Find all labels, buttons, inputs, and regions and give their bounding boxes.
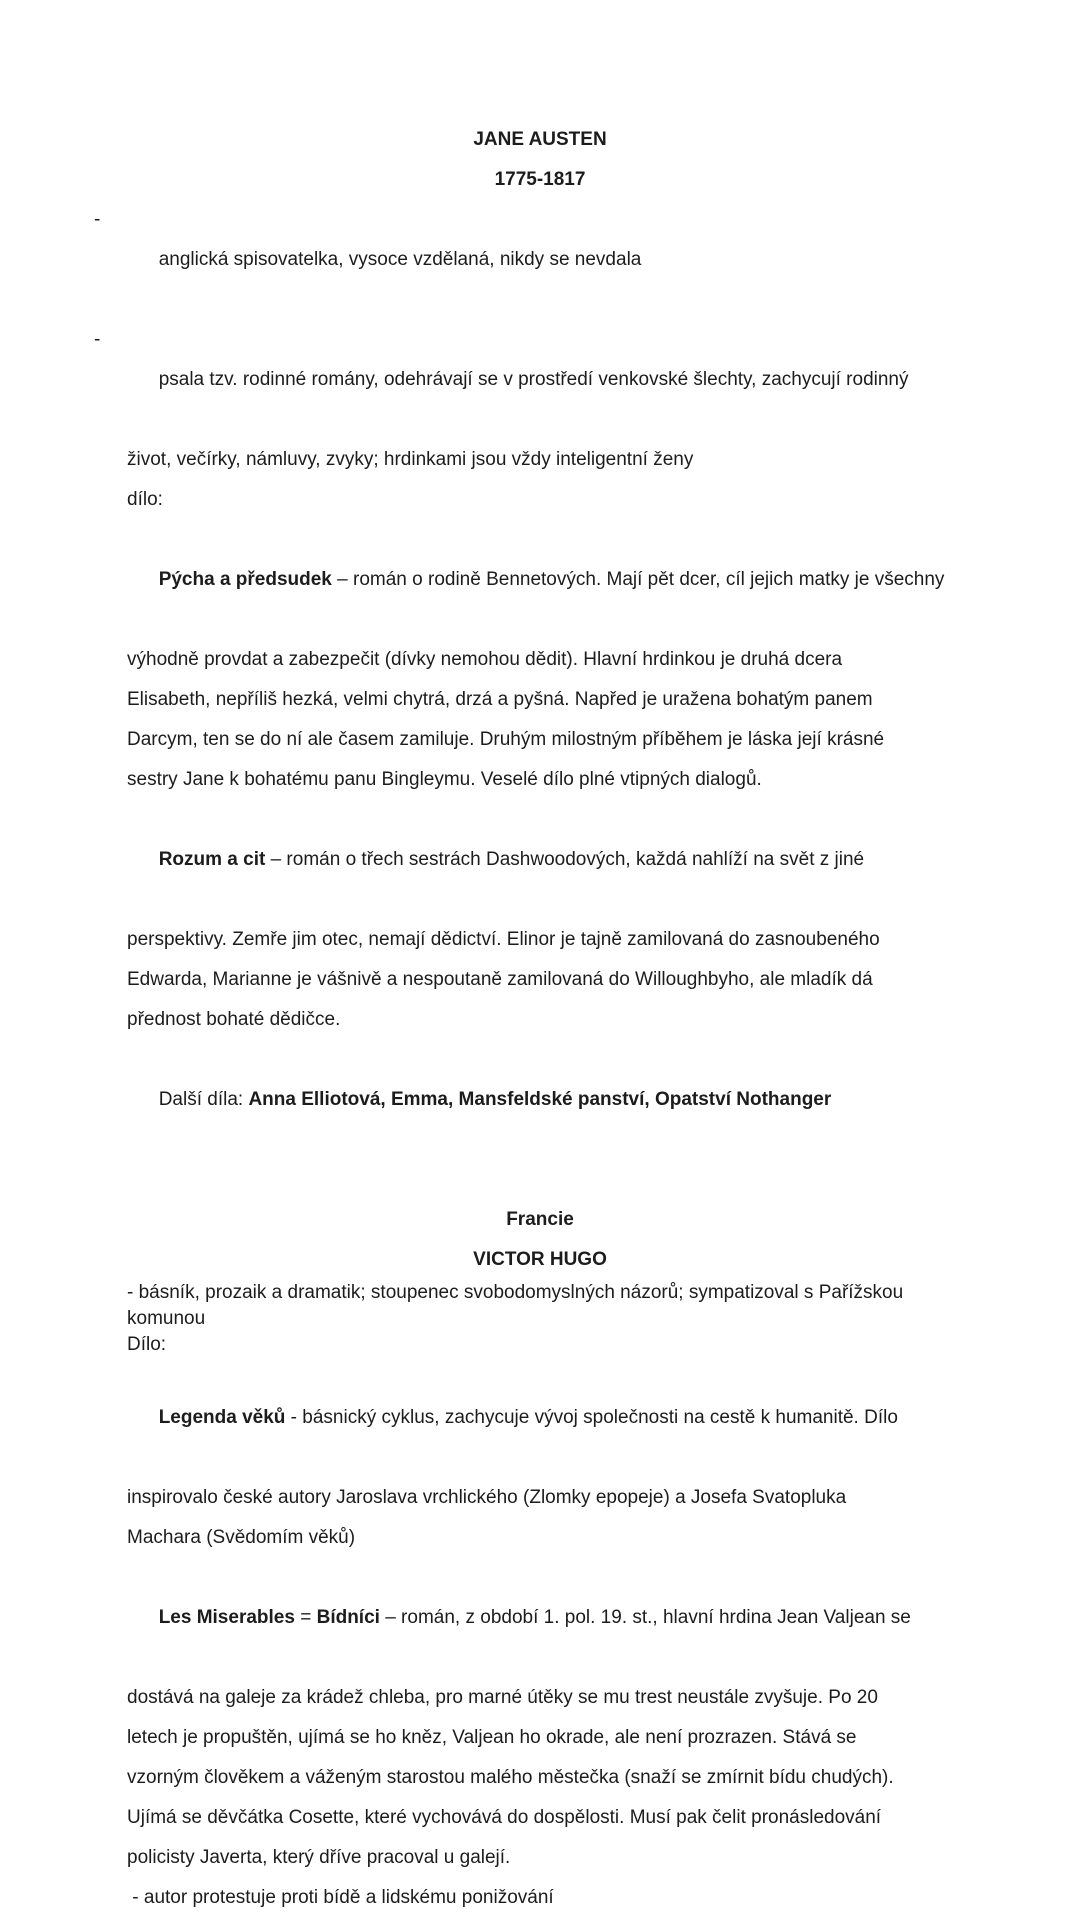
other-works-list: Anna Elliotová, Emma, Mansfeldské panství, Opatství Nothanger (248, 1089, 832, 1110)
paragraph-text: = (294, 1607, 317, 1628)
paragraph-line: perspektivy. Zemře jim otec, nemají dědictví. Elinor je tajně zamilovaná do zasnoubeného (127, 929, 880, 950)
works-label: Dílo: (127, 1334, 167, 1355)
paragraph-line (127, 520, 1050, 640)
paragraph-line: Darcym, ten se do ní ale časem zamiluje. Druhým milostným příběhem je láska její krásné (127, 729, 885, 750)
paragraph-line (127, 800, 1050, 920)
paragraph-line: sestry Jane k bohatému panu Bingleymu. Veselé dílo plné vtipných dialogů. (127, 769, 762, 790)
paragraph-line (127, 1358, 1050, 1478)
paragraph-text: - básnický cyklus, zachycuje vývoj společnosti na cestě k humanitě. Dílo (285, 1407, 898, 1428)
author-heading-hugo: VICTOR HUGO (473, 1249, 607, 1270)
list-item-text: psala tzv. rodinné romány, odehrávají se v prostředí venkovské šlechty, zachycují rodinný (158, 369, 909, 390)
work-title-alt: Bídníci (316, 1607, 380, 1628)
paragraph-line: Machara (Svědomím věků) (127, 1527, 356, 1548)
paragraph-text: – román o třech sestrách Dashwoodových, každá nahlíží na svět z jiné (265, 849, 865, 870)
list-item (94, 320, 1050, 440)
work-title: Pýcha a předsudek (158, 569, 332, 590)
work-title: Legenda věků (158, 1407, 286, 1428)
works-label: dílo: (127, 489, 163, 510)
work-title: Les Miserables (158, 1607, 295, 1628)
paragraph-line: dostává na galeje za krádež chleba, pro marné útěky se mu trest neustále zvyšuje. Po 20 (127, 1687, 878, 1708)
paragraph-line: výhodně provdat a zabezpečit (dívky nemohou dědit). Hlavní hrdinkou je druhá dcera (127, 649, 843, 670)
list-item-continuation: život, večírky, námluvy, zvyky; hrdinkami jsou vždy inteligentní ženy (127, 449, 694, 470)
bullet-dash: - (94, 209, 101, 230)
section-heading-france: Francie (506, 1209, 574, 1230)
paragraph-text: – román, z období 1. pol. 19. st., hlavní hrdina Jean Valjean se (379, 1607, 911, 1628)
page-title: JANE AUSTEN (473, 129, 607, 150)
intro-line: komunou (127, 1308, 206, 1329)
author-note: - autor protestuje proti bídě a lidskému ponižování (127, 1887, 554, 1908)
paragraph-line (127, 1558, 1050, 1678)
paragraph-line: inspirovalo české autory Jaroslava vrchlického (Zlomky epopeje) a Josefa Svatopluka (127, 1487, 847, 1508)
list-item (94, 200, 1050, 320)
work-title: Rozum a cit (158, 849, 266, 870)
bullet-dash: - (94, 329, 101, 350)
other-works-line (127, 1040, 1050, 1160)
paragraph-line: Ujímá se děvčátka Cosette, které vychovává do dospělosti. Musí pak čelit pronásledování (127, 1807, 882, 1828)
paragraph-line: Elisabeth, nepříliš hezká, velmi chytrá, drzá a pyšná. Napřed je uražena bohatým panem (127, 689, 873, 710)
paragraph-line: policisty Javerta, který dříve pracoval u galejí. (127, 1847, 511, 1868)
paragraph-line: Edwarda, Marianne je vášnivě a nespoutaně zamilovaná do Willoughbyho, ale mladík dá (127, 969, 873, 990)
paragraph-text: – román o rodině Bennetových. Mají pět dcer, cíl jejich matky je všechny (331, 569, 945, 590)
author-years: 1775-1817 (494, 169, 586, 190)
paragraph-line: přednost bohaté dědičce. (127, 1009, 341, 1030)
blank-line (0, 1160, 1080, 1200)
other-works-label: Další díla: (158, 1089, 249, 1110)
list-item-text: anglická spisovatelka, vysoce vzdělaná, nikdy se nevdala (158, 249, 642, 270)
paragraph-line: vzorným člověkem a váženým starostou malého městečka (snaží se zmírnit bídu chudých). (127, 1767, 894, 1788)
intro-line: - básník, prozaik a dramatik; stoupenec svobodomyslných názorů; sympatizoval s Pařížskou (127, 1282, 904, 1303)
paragraph-line: letech je propuštěn, ujímá se ho kněz, Valjean ho okrade, ale není prozrazen. Stává se (127, 1727, 857, 1748)
